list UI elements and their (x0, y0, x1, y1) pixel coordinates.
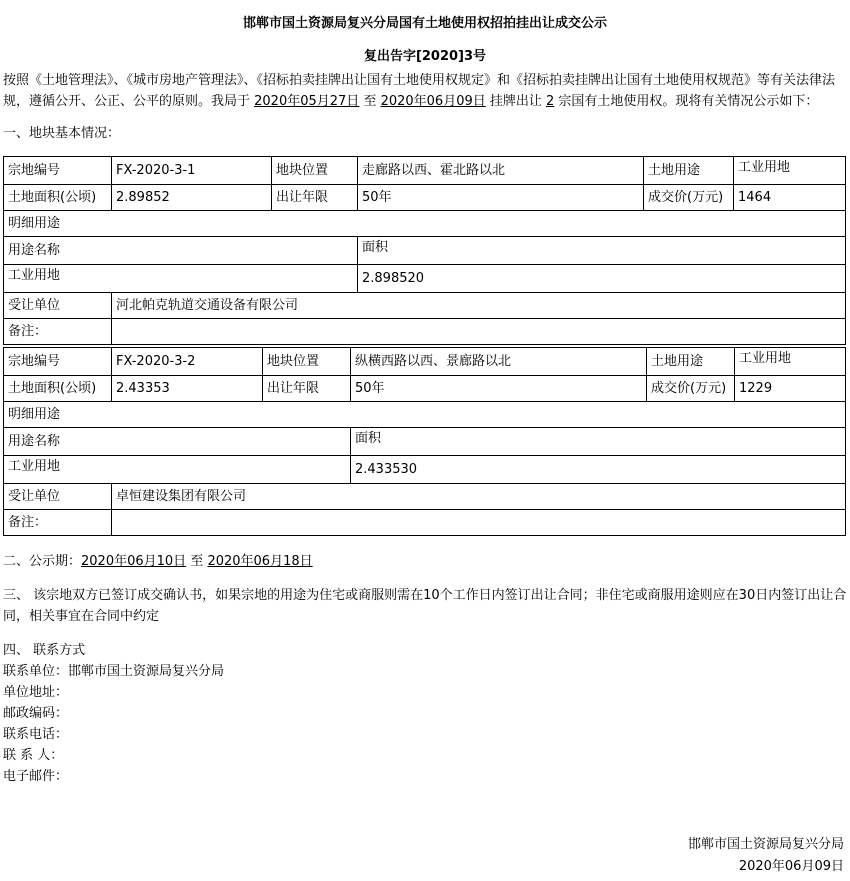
area-label: 土地面积(公顷) (4, 185, 112, 211)
table-row (4, 237, 846, 265)
detail-use-name: 工业用地 (4, 265, 358, 293)
remarks-label: 备注： (4, 510, 112, 536)
table-row (4, 428, 846, 456)
area-header: 面积 (351, 428, 846, 456)
parcel-id: FX-2020-3-2 (112, 348, 263, 376)
parcel-table-1 (3, 156, 846, 345)
intro-paragraph (3, 70, 847, 112)
location: 走廊路以西、霍北路以北 (358, 157, 644, 185)
location-label: 地块位置 (263, 348, 351, 376)
assignee-label: 受让单位 (4, 484, 112, 510)
remarks (112, 510, 846, 536)
contact-unit-value: 邯郸市国土资源局复兴分局 (68, 664, 225, 679)
intro-text-2: 至 (359, 94, 381, 109)
term-label: 出让年限 (272, 185, 358, 211)
contract-note: 三、 该宗地双方已签订成交确认书，如果宗地的用途为住宅或商服则需在10个工作日内签订出让合同；非住宅或商服用途则应在30日内签订出让合同，相关事宜在合同中约定 (3, 588, 847, 624)
table-row (4, 402, 846, 428)
location-label: 地块位置 (272, 157, 358, 185)
publicity-end-date: 2020年06月18日 (207, 554, 313, 569)
detail-use-label: 明细用途 (4, 402, 846, 428)
remarks (112, 319, 846, 345)
intro-text-4: 宗国有土地使用权。现将有关情况公示如下： (554, 94, 819, 109)
notice-title: 邯郸市国土资源局复兴分局国有土地使用权招拍挂出让成交公示 (242, 16, 607, 31)
section1-title: 一、地块基本情况： (3, 126, 121, 141)
footer-date: 2020年06月09日 (738, 859, 844, 874)
price: 1464 (734, 185, 846, 211)
price: 1229 (735, 376, 846, 402)
assignee: 河北帕克轨道交通设备有限公司 (112, 293, 846, 319)
area: 2.43353 (112, 376, 263, 402)
contact-person-label: 联 系 人： (3, 748, 64, 763)
table-row (4, 456, 846, 484)
land-use: 工业用地 (734, 157, 846, 185)
use-name-header: 用途名称 (4, 428, 351, 456)
table-row (4, 157, 846, 185)
table-row (4, 265, 846, 293)
area-label: 土地面积(公顷) (4, 376, 112, 402)
contact-email-label: 电子邮件： (3, 769, 69, 784)
contact-unit-label: 联系单位： (3, 664, 69, 679)
term: 50年 (351, 376, 647, 402)
intro-text-1: 按照《土地管理法》、《城市房地产管理法》、《招标拍卖挂牌出让国有土地使用权规定》和《招标拍卖挂牌出让国有土地使用权规范》等有关法律法规，遵循公开、公正、公平的原则。我局于 (3, 73, 836, 109)
doc-number: 复出告字[2020]3号 (363, 49, 487, 64)
price-label: 成交价(万元) (647, 376, 735, 402)
listing-start-date: 2020年05月27日 (254, 94, 360, 109)
assignee-label: 受让单位 (4, 293, 112, 319)
use-name-header: 用途名称 (4, 237, 358, 265)
parcel-table-2 (3, 347, 846, 536)
table-row (4, 376, 846, 402)
publicity-period (3, 551, 847, 572)
parcel-count: 2 (546, 94, 555, 109)
contact-address-label: 单位地址： (3, 685, 69, 700)
parcel-id-label: 宗地编号 (4, 348, 112, 376)
table-row (4, 185, 846, 211)
assignee: 卓恒建设集团有限公司 (112, 484, 846, 510)
table-row (4, 510, 846, 536)
table-row (4, 293, 846, 319)
location: 纵横西路以西、景廊路以北 (351, 348, 647, 376)
table-row (4, 348, 846, 376)
area-header: 面积 (358, 237, 846, 265)
footer-signature (688, 834, 844, 878)
table-row (4, 484, 846, 510)
use-label: 土地用途 (644, 157, 734, 185)
detail-area: 2.898520 (358, 265, 846, 293)
table-row (4, 319, 846, 345)
contact-section-title: 四、 联系方式 (3, 643, 86, 658)
listing-end-date: 2020年06月09日 (380, 94, 486, 109)
price-label: 成交价(万元) (644, 185, 734, 211)
contact-phone-label: 联系电话： (3, 727, 69, 742)
term: 50年 (358, 185, 644, 211)
term-label: 出让年限 (263, 376, 351, 402)
detail-area: 2.433530 (351, 456, 846, 484)
land-use: 工业用地 (735, 348, 846, 376)
detail-use-name: 工业用地 (4, 456, 351, 484)
footer-org: 邯郸市国土资源局复兴分局 (687, 837, 844, 852)
intro-text-3: 挂牌出让 (485, 94, 547, 109)
parcel-id: FX-2020-3-1 (112, 157, 272, 185)
contact-postcode-label: 邮政编码： (3, 706, 69, 721)
publicity-label: 二、公示期： (3, 554, 82, 569)
use-label: 土地用途 (647, 348, 735, 376)
detail-use-label: 明细用途 (4, 211, 846, 237)
table-row (4, 211, 846, 237)
area: 2.89852 (112, 185, 272, 211)
contact-unit (3, 661, 847, 682)
parcel-id-label: 宗地编号 (4, 157, 112, 185)
publicity-start-date: 2020年06月10日 (81, 554, 187, 569)
remarks-label: 备注： (4, 319, 112, 345)
publicity-mid: 至 (186, 554, 208, 569)
